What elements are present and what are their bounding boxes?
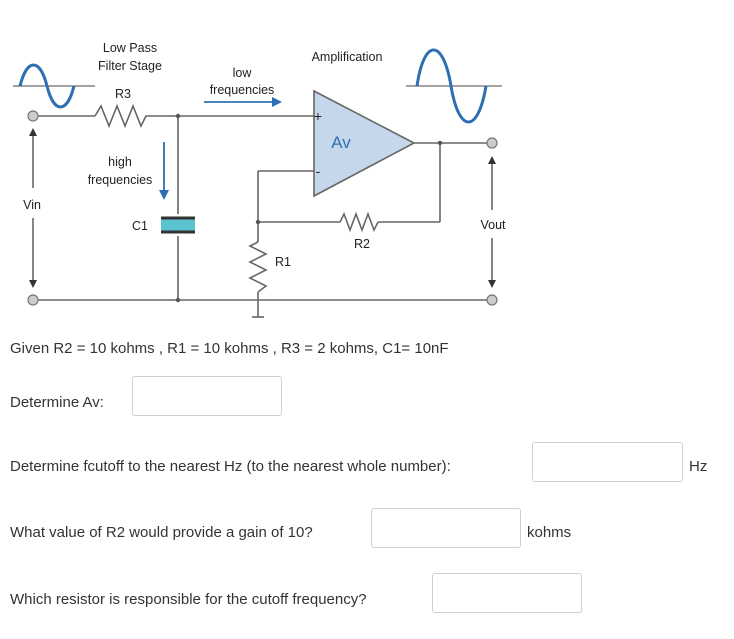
label-r2: R2 xyxy=(354,237,370,251)
label-r1: R1 xyxy=(275,255,291,269)
label-low-pass: Low Pass xyxy=(102,41,158,55)
label-plus: + xyxy=(313,108,323,124)
vout-arrow-head-up xyxy=(488,156,496,164)
circuit-wires xyxy=(33,116,492,317)
answer-fcutoff-input[interactable] xyxy=(532,442,683,482)
label-vin: Vin xyxy=(23,198,41,212)
label-low-frequencies: frequencies xyxy=(209,83,275,97)
junction-dot xyxy=(256,220,260,224)
given-values: Given R2 = 10 kohms , R1 = 10 kohms , R3 = 2 kohms, C1= 10nF xyxy=(10,340,449,357)
unit-hz: Hz xyxy=(689,458,708,475)
label-vout: Vout xyxy=(480,218,506,232)
vout-arrow-head-down xyxy=(488,280,496,288)
resistor-r2 xyxy=(340,214,378,230)
answer-resistor-input[interactable] xyxy=(432,573,582,613)
label-high-frequencies: frequencies xyxy=(87,173,153,187)
resistor-r3 xyxy=(95,106,150,126)
resistor-r1 xyxy=(250,242,266,292)
label-high: high xyxy=(108,155,132,169)
label-c1: C1 xyxy=(132,219,148,233)
label-minus: - xyxy=(315,163,321,179)
vout-bottom-terminal xyxy=(487,295,497,305)
low-frequencies-arrow xyxy=(272,97,282,107)
vin-top-terminal xyxy=(28,111,38,121)
label-low: low xyxy=(232,66,252,80)
junction-dot xyxy=(176,298,180,302)
question-resistor: Which resistor is responsible for the cutoff frequency? xyxy=(10,591,367,608)
junction-dot xyxy=(176,114,180,118)
question-r2: What value of R2 would provide a gain of 10? xyxy=(10,524,313,541)
vin-bottom-terminal xyxy=(28,295,38,305)
answer-av-input[interactable] xyxy=(132,376,282,416)
vin-arrow-head-down xyxy=(29,280,37,288)
question-fcutoff: Determine fcutoff to the nearest Hz (to the nearest whole number): xyxy=(10,458,451,475)
label-av: Av xyxy=(331,133,351,152)
vout-top-terminal xyxy=(487,138,497,148)
question-av: Determine Av: xyxy=(10,394,104,411)
vin-arrow-head-up xyxy=(29,128,37,136)
label-r3: R3 xyxy=(115,87,131,101)
label-filter-stage: Filter Stage xyxy=(98,59,162,73)
label-amplification: Amplification xyxy=(311,50,383,64)
capacitor-c1 xyxy=(161,218,195,232)
amplifier-triangle xyxy=(314,91,414,196)
junction-dot xyxy=(438,141,442,145)
unit-kohms: kohms xyxy=(527,524,572,541)
high-frequencies-arrow xyxy=(159,190,169,200)
answer-r2-input[interactable] xyxy=(371,508,521,548)
